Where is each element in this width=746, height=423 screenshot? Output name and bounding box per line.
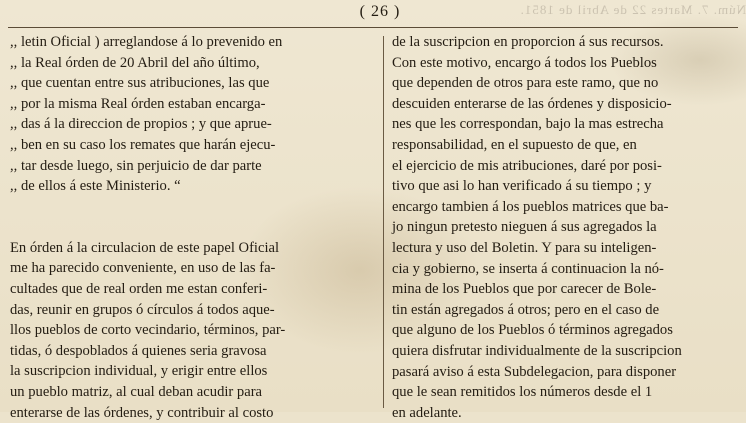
text-line: ,, das á la direccion de propios ; y que aprue- (10, 114, 376, 135)
header-rule (8, 27, 738, 28)
text-line: ,, ben en su caso los remates que harán ejecu- (10, 135, 376, 156)
text-line: responsabilidad, en el supuesto de que, en (392, 135, 738, 156)
text-line: llos pueblos de corto vecindario, términos, par- (10, 320, 376, 341)
text-line: mina de los Pueblos que por carecer de Bole- (392, 279, 738, 300)
paragraph-gap (10, 197, 376, 238)
right-column (392, 32, 738, 423)
text-line: En órden á la circulacion de este papel Oficial (10, 238, 376, 259)
text-line: quiera disfrutar individualmente de la suscripcion (392, 341, 738, 362)
text-line: ,, la Real órden de 20 Abril del año último, (10, 53, 376, 74)
text-line: que dependen de otros para este ramo, que no (392, 73, 738, 94)
text-line: nes que les correspondan, bajo la mas estrecha (392, 114, 738, 135)
text-line: cia y gobierno, se inserta á continuacion la nó- (392, 259, 738, 280)
text-line: ,, letin Oficial ) arreglandose á lo prevenido en (10, 32, 376, 53)
text-line: ,, de ellos á este Ministerio. “ (10, 176, 376, 197)
page-number: ( 26 ) (340, 3, 420, 21)
text-line: ,, que cuentan entre sus atribuciones, las que (10, 73, 376, 94)
text-line: enterarse de las órdenes, y contribuir al costo (10, 403, 376, 423)
text-line: el ejercicio de mis atribuciones, daré por posi- (392, 156, 738, 177)
text-line: encargo tambien á los pueblos matrices que ba- (392, 197, 738, 218)
left-column (10, 32, 376, 423)
text-line: ,, tar desde luego, sin perjuicio de dar parte (10, 156, 376, 177)
column-divider (383, 36, 384, 408)
text-line: un pueblo matriz, al cual deban acudir para (10, 382, 376, 403)
text-line: que le sean remitidos los números desde el 1 (392, 382, 738, 403)
text-line: tidas, ó despoblados á quienes seria gravosa (10, 341, 376, 362)
text-line: pasará aviso á esta Subdelegacion, para disponer (392, 362, 738, 383)
text-line: Con este motivo, encargo á todos los Pueblos (392, 53, 738, 74)
text-line: das, reunir en grupos ó círculos á todos aque- (10, 300, 376, 321)
text-line: jo ningun pretesto nieguen á sus agregados la (392, 217, 738, 238)
bleed-through-text: Núm. 7. Martes 22 de Abril de 1851. (560, 2, 746, 16)
text-line: lectura y uso del Boletin. Y para su inteligen- (392, 238, 738, 259)
text-line: tin están agregados á otros; pero en el caso de (392, 300, 738, 321)
text-line: ,, por la misma Real órden estaban encarga- (10, 94, 376, 115)
text-line: cultades que de real orden me estan conferi- (10, 279, 376, 300)
text-line: descuiden enterarse de las órdenes y disposicio- (392, 94, 738, 115)
text-line: de la suscripcion en proporcion á sus recursos. (392, 32, 738, 53)
text-line: que alguno de los Pueblos ó términos agregados (392, 320, 738, 341)
text-line: tivo que asi lo han verificado á su tiempo ; y (392, 176, 738, 197)
text-line: la suscripcion individual, y erigir entre ellos (10, 361, 376, 382)
text-line: me ha parecido conveniente, en uso de las fa- (10, 258, 376, 279)
text-line: en adelante. (392, 403, 738, 423)
